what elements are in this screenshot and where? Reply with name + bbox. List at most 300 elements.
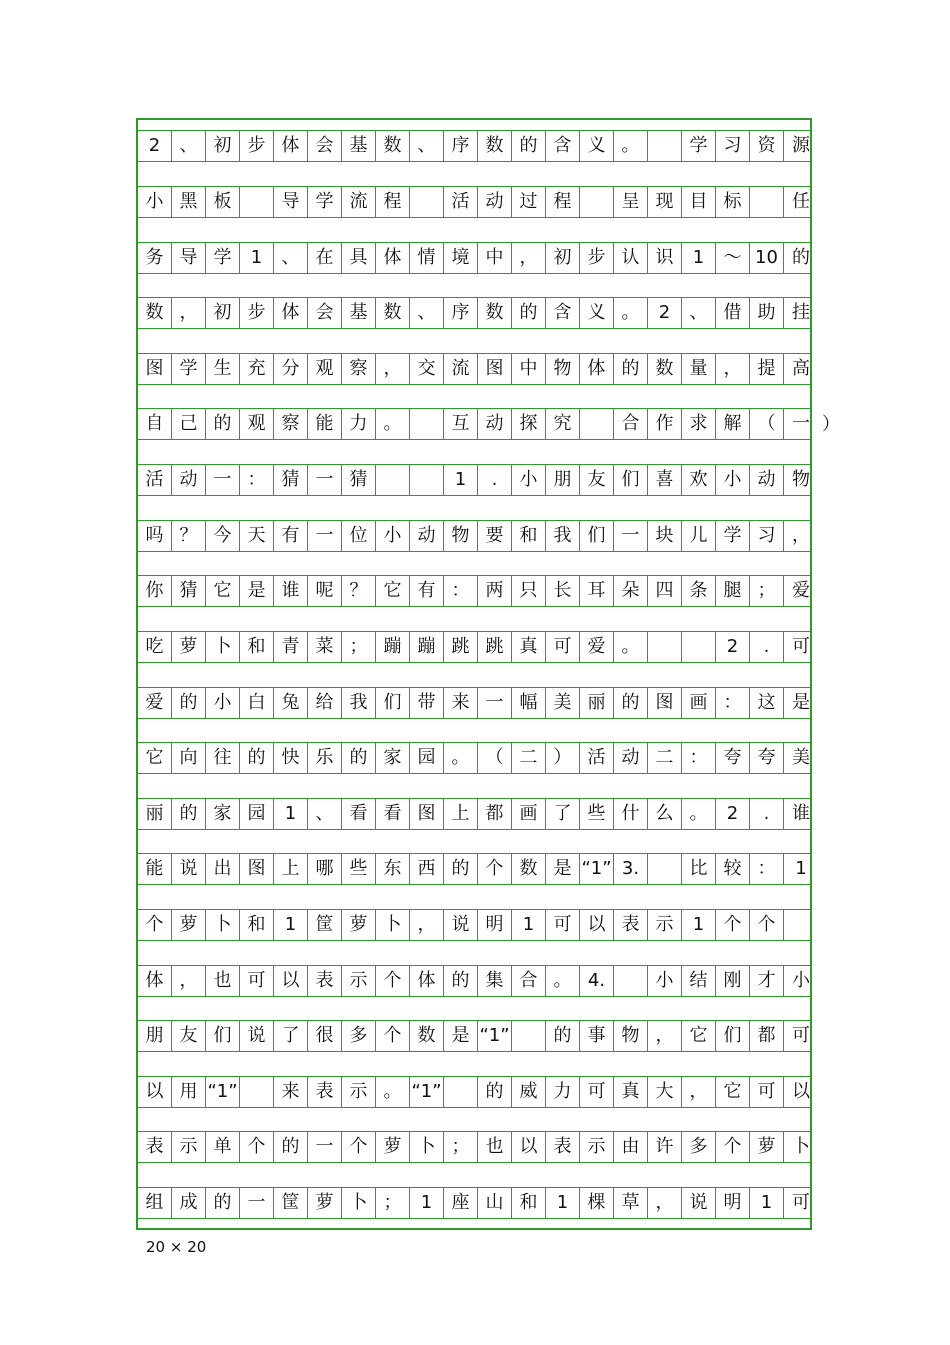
grid-cell: 位 bbox=[342, 521, 376, 551]
grid-cell: 。 bbox=[682, 799, 716, 829]
grid-cell: 会 bbox=[308, 298, 342, 328]
grid-cell: 提 bbox=[750, 354, 784, 384]
grid-cell: 美 bbox=[546, 688, 580, 718]
grid-cell: 动 bbox=[478, 187, 512, 217]
grid-cell: 挂 bbox=[792, 302, 810, 323]
grid-cell: 跳 bbox=[478, 632, 512, 662]
grid-cell: “1” bbox=[410, 1077, 444, 1107]
grid-cell: 卜 bbox=[410, 1132, 444, 1162]
grid-cell: 1 bbox=[682, 243, 716, 273]
grid-cell: 习 bbox=[750, 521, 784, 551]
grid-cell: 也 bbox=[478, 1132, 512, 1162]
grid-cell: 快 bbox=[274, 743, 308, 773]
grid-cell: 任 bbox=[792, 191, 810, 212]
overflow-paren: ） bbox=[822, 414, 840, 435]
grid-cell: 、 bbox=[274, 243, 308, 273]
grid-cell: 数 bbox=[138, 298, 172, 328]
grid-cell: 卜 bbox=[206, 632, 240, 662]
grid-cell: 究 bbox=[546, 409, 580, 439]
grid-cell: 了 bbox=[274, 1021, 308, 1051]
grid-cell: 来 bbox=[274, 1077, 308, 1107]
grid-cell: 个 bbox=[478, 854, 512, 884]
grid-cell: 1 bbox=[750, 1188, 784, 1218]
grid-cell: 表 bbox=[614, 910, 648, 940]
grid-cell: 、 bbox=[308, 799, 342, 829]
grid-cell: ， bbox=[792, 525, 810, 546]
grid-cell: 萝 bbox=[308, 1188, 342, 1218]
grid-cell: 一 bbox=[308, 1132, 342, 1162]
grid-cell: 朋 bbox=[546, 465, 580, 495]
grid-cell: 白 bbox=[240, 688, 274, 718]
grid-cell: 情 bbox=[410, 243, 444, 273]
grid-cell: 学 bbox=[206, 243, 240, 273]
grid-cell: 猜 bbox=[172, 576, 206, 606]
grid-cell: 10 bbox=[750, 243, 784, 273]
grid-cell: 程 bbox=[546, 187, 580, 217]
grid-cell: （ bbox=[750, 409, 784, 439]
grid-cell: ： bbox=[750, 854, 784, 884]
grid-cell: 爱 bbox=[792, 580, 810, 601]
grid-cell: 力 bbox=[546, 1077, 580, 1107]
grid-cell: 卜 bbox=[342, 1188, 376, 1218]
grid-cell: 务 bbox=[138, 243, 172, 273]
grid-cell bbox=[682, 632, 716, 662]
grid-cell: 都 bbox=[750, 1021, 784, 1051]
grid-row bbox=[138, 798, 810, 830]
grid-cell: 可 bbox=[546, 632, 580, 662]
grid-cell: 有 bbox=[410, 576, 444, 606]
grid-cell: 们 bbox=[580, 521, 614, 551]
grid-cell: 数 bbox=[478, 298, 512, 328]
grid-cell: 西 bbox=[410, 854, 444, 884]
grid-cell: 多 bbox=[682, 1132, 716, 1162]
grid-cell: 充 bbox=[240, 354, 274, 384]
grid-cell: 兔 bbox=[274, 688, 308, 718]
grid-cell: 动 bbox=[614, 743, 648, 773]
grid-cell: 块 bbox=[648, 521, 682, 551]
grid-cell: 的 bbox=[172, 799, 206, 829]
grid-cell: 的 bbox=[512, 298, 546, 328]
grid-cell: 腿 bbox=[716, 576, 750, 606]
grid-cell: 流 bbox=[342, 187, 376, 217]
grid-cell: 导 bbox=[172, 243, 206, 273]
grid-cell: 的 bbox=[342, 743, 376, 773]
grid-row bbox=[138, 631, 810, 663]
grid-cell: ， bbox=[172, 966, 206, 996]
grid-cell: 个 bbox=[376, 966, 410, 996]
grid-cell: 目 bbox=[682, 187, 716, 217]
grid-cell: 程 bbox=[376, 187, 410, 217]
grid-cell: 也 bbox=[206, 966, 240, 996]
grid-cell: 图 bbox=[410, 799, 444, 829]
grid-cell: ～ bbox=[716, 243, 750, 273]
grid-cell: 友 bbox=[172, 1021, 206, 1051]
grid-cell: 集 bbox=[478, 966, 512, 996]
grid-cell: 出 bbox=[206, 854, 240, 884]
grid-cell: 萝 bbox=[172, 632, 206, 662]
grid-cell: 数 bbox=[478, 131, 512, 161]
grid-cell: 四 bbox=[648, 576, 682, 606]
grid-cell: 条 bbox=[682, 576, 716, 606]
grid-cell: 事 bbox=[580, 1021, 614, 1051]
grid-cell: 流 bbox=[444, 354, 478, 384]
grid-cell: 导 bbox=[274, 187, 308, 217]
grid-cell bbox=[750, 187, 784, 217]
grid-cell: 图 bbox=[240, 854, 274, 884]
grid-cell: 一 bbox=[792, 413, 810, 434]
grid-cell: 以 bbox=[792, 1081, 810, 1102]
grid-row bbox=[138, 1020, 810, 1052]
grid-row bbox=[138, 520, 810, 552]
grid-cell: 察 bbox=[342, 354, 376, 384]
grid-cell: 是 bbox=[546, 854, 580, 884]
grid-cell: 个 bbox=[716, 1132, 750, 1162]
grid-cell: 图 bbox=[478, 354, 512, 384]
grid-cell: 物 bbox=[792, 469, 810, 490]
grid-cell: 、 bbox=[682, 298, 716, 328]
grid-cell: 4. bbox=[580, 966, 614, 996]
grid-cell: 体 bbox=[274, 298, 308, 328]
grid-cell: 呈 bbox=[614, 187, 648, 217]
grid-cell bbox=[580, 187, 614, 217]
grid-cell: 丽 bbox=[138, 799, 172, 829]
grid-cell: 较 bbox=[716, 854, 750, 884]
grid-row bbox=[138, 575, 810, 607]
grid-cell: 体 bbox=[376, 243, 410, 273]
grid-cell bbox=[410, 465, 444, 495]
grid-cell: ： bbox=[682, 743, 716, 773]
grid-cell: 你 bbox=[138, 576, 172, 606]
grid-cell: 的 bbox=[444, 854, 478, 884]
grid-cell bbox=[784, 910, 818, 940]
grid-cell: 源 bbox=[792, 135, 810, 156]
grid-cell: （ bbox=[478, 743, 512, 773]
grid-cell: 高 bbox=[792, 358, 810, 379]
grid-cell: 序 bbox=[444, 131, 478, 161]
grid-row bbox=[138, 464, 810, 496]
grid-cell: 说 bbox=[172, 854, 206, 884]
grid-cell: 小 bbox=[648, 966, 682, 996]
grid-cell: 朋 bbox=[138, 1021, 172, 1051]
grid-cell: 由 bbox=[614, 1132, 648, 1162]
grid-cell: 资 bbox=[750, 131, 784, 161]
grid-cell: 互 bbox=[444, 409, 478, 439]
grid-cell: 画 bbox=[682, 688, 716, 718]
grid-cell bbox=[240, 1077, 274, 1107]
grid-row bbox=[138, 1076, 810, 1108]
grid-cell: 。 bbox=[614, 632, 648, 662]
grid-cell: 组 bbox=[138, 1188, 172, 1218]
grid-cell: 可 bbox=[580, 1077, 614, 1107]
grid-cell: 和 bbox=[512, 1188, 546, 1218]
grid-cell: 助 bbox=[750, 298, 784, 328]
grid-cell: 和 bbox=[240, 632, 274, 662]
grid-cell: 儿 bbox=[682, 521, 716, 551]
grid-cell: ， bbox=[648, 1188, 682, 1218]
grid-cell: 萝 bbox=[376, 1132, 410, 1162]
grid-cell: 以 bbox=[138, 1077, 172, 1107]
grid-cell: 小 bbox=[512, 465, 546, 495]
grid-cell: 具 bbox=[342, 243, 376, 273]
grid-cell: 说 bbox=[444, 910, 478, 940]
grid-cell: ） bbox=[546, 743, 580, 773]
grid-cell: 图 bbox=[648, 688, 682, 718]
grid-cell: 物 bbox=[614, 1021, 648, 1051]
grid-cell: 会 bbox=[308, 131, 342, 161]
grid-cell bbox=[648, 632, 682, 662]
grid-cell: ， bbox=[410, 910, 444, 940]
grid-cell: 卜 bbox=[376, 910, 410, 940]
grid-cell: 现 bbox=[648, 187, 682, 217]
grid-cell: 个 bbox=[342, 1132, 376, 1162]
grid-cell: 的 bbox=[172, 688, 206, 718]
grid-row bbox=[138, 186, 810, 218]
grid-cell: 含 bbox=[546, 298, 580, 328]
grid-cell: 一 bbox=[478, 688, 512, 718]
grid-cell: ， bbox=[512, 243, 546, 273]
grid-cell: 动 bbox=[750, 465, 784, 495]
grid-cell: 1 bbox=[444, 465, 478, 495]
grid-row bbox=[138, 1131, 810, 1163]
grid-cell: ； bbox=[342, 632, 376, 662]
grid-cell: 用 bbox=[172, 1077, 206, 1107]
grid-cell: 1 bbox=[240, 243, 274, 273]
grid-cell: 带 bbox=[410, 688, 444, 718]
grid-cell: 以 bbox=[580, 910, 614, 940]
grid-cell: 活 bbox=[580, 743, 614, 773]
grid-cell: 的 bbox=[274, 1132, 308, 1162]
grid-cell: 明 bbox=[716, 1188, 750, 1218]
grid-cell: 蹦 bbox=[376, 632, 410, 662]
grid-cell: 萝 bbox=[750, 1132, 784, 1162]
grid-cell: 步 bbox=[240, 131, 274, 161]
grid-cell: 步 bbox=[580, 243, 614, 273]
grid-row bbox=[138, 297, 810, 329]
grid-cell bbox=[444, 1077, 478, 1107]
grid-cell: 二 bbox=[512, 743, 546, 773]
grid-cell: 量 bbox=[682, 354, 716, 384]
grid-row bbox=[138, 687, 810, 719]
grid-cell: 合 bbox=[512, 966, 546, 996]
grid-cell: ？ bbox=[342, 576, 376, 606]
grid-cell bbox=[614, 966, 648, 996]
grid-cell: 习 bbox=[716, 131, 750, 161]
grid-cell: 基 bbox=[342, 131, 376, 161]
grid-cell: 1 bbox=[274, 799, 308, 829]
grid-cell: 欢 bbox=[682, 465, 716, 495]
grid-cell: “1” bbox=[206, 1077, 240, 1107]
grid-cell: 个 bbox=[716, 910, 750, 940]
grid-cell: 数 bbox=[512, 854, 546, 884]
grid-cell: 爱 bbox=[580, 632, 614, 662]
grid-cell: 大 bbox=[648, 1077, 682, 1107]
grid-cell: 卜 bbox=[206, 910, 240, 940]
grid-cell: 只 bbox=[512, 576, 546, 606]
grid-row bbox=[138, 965, 810, 997]
grid-cell: 1 bbox=[274, 910, 308, 940]
grid-cell: 个 bbox=[138, 910, 172, 940]
grid-cell: 能 bbox=[308, 409, 342, 439]
grid-cell: 示 bbox=[172, 1132, 206, 1162]
grid-cell: 学 bbox=[682, 131, 716, 161]
grid-cell: 筐 bbox=[274, 1188, 308, 1218]
grid-cell: 和 bbox=[512, 521, 546, 551]
grid-cell: 义 bbox=[580, 131, 614, 161]
grid-cell: 2 bbox=[648, 298, 682, 328]
grid-cell: 二 bbox=[648, 743, 682, 773]
grid-cell: ； bbox=[376, 1188, 410, 1218]
grid-cell: 能 bbox=[138, 854, 172, 884]
grid-cell: 2 bbox=[716, 799, 750, 829]
grid-cell: 哪 bbox=[308, 854, 342, 884]
grid-cell: 动 bbox=[478, 409, 512, 439]
grid-cell bbox=[410, 187, 444, 217]
grid-cell: 义 bbox=[580, 298, 614, 328]
grid-cell: 才 bbox=[750, 966, 784, 996]
grid-cell: 借 bbox=[716, 298, 750, 328]
grid-row bbox=[138, 742, 810, 774]
grid-cell: 丽 bbox=[580, 688, 614, 718]
grid-cell: 看 bbox=[376, 799, 410, 829]
grid-cell: 交 bbox=[410, 354, 444, 384]
grid-cell: 它 bbox=[682, 1021, 716, 1051]
grid-cell: 们 bbox=[716, 1021, 750, 1051]
grid-cell bbox=[648, 854, 682, 884]
grid-cell: 初 bbox=[546, 243, 580, 273]
grid-cell: 跳 bbox=[444, 632, 478, 662]
grid-cell: 1 bbox=[512, 910, 546, 940]
grid-cell: 表 bbox=[546, 1132, 580, 1162]
grid-cell: 萝 bbox=[342, 910, 376, 940]
grid-cell: 体 bbox=[274, 131, 308, 161]
grid-cell: 东 bbox=[376, 854, 410, 884]
grid-cell: 谁 bbox=[274, 576, 308, 606]
grid-cell: 家 bbox=[376, 743, 410, 773]
grid-cell: 蹦 bbox=[410, 632, 444, 662]
grid-cell: 板 bbox=[206, 187, 240, 217]
grid-cell: 些 bbox=[580, 799, 614, 829]
grid-cell: 数 bbox=[376, 298, 410, 328]
grid-cell: 草 bbox=[614, 1188, 648, 1218]
grid-row bbox=[138, 242, 810, 274]
grid-cell: 个 bbox=[750, 910, 784, 940]
grid-cell: 1 bbox=[546, 1188, 580, 1218]
grid-cell: 。 bbox=[614, 298, 648, 328]
grid-cell: 体 bbox=[410, 966, 444, 996]
grid-cell: 察 bbox=[274, 409, 308, 439]
grid-row bbox=[138, 353, 810, 385]
manuscript-grid bbox=[136, 118, 812, 1230]
grid-cell: 的 bbox=[206, 409, 240, 439]
grid-cell: 一 bbox=[308, 465, 342, 495]
grid-row bbox=[138, 909, 810, 941]
grid-cell: 真 bbox=[512, 632, 546, 662]
grid-cell: 要 bbox=[478, 521, 512, 551]
grid-cell: 棵 bbox=[580, 1188, 614, 1218]
grid-cell: 分 bbox=[274, 354, 308, 384]
grid-cell: ， bbox=[376, 354, 410, 384]
grid-cell: 数 bbox=[410, 1021, 444, 1051]
grid-cell: 以 bbox=[512, 1132, 546, 1162]
grid-cell: 动 bbox=[410, 521, 444, 551]
grid-cell: 体 bbox=[138, 966, 172, 996]
grid-cell: 。 bbox=[376, 409, 410, 439]
grid-cell: 结 bbox=[682, 966, 716, 996]
grid-cell bbox=[240, 187, 274, 217]
grid-cell: 3. bbox=[614, 854, 648, 884]
grid-cell: 们 bbox=[376, 688, 410, 718]
grid-cell: 在 bbox=[308, 243, 342, 273]
grid-cell: 的 bbox=[614, 354, 648, 384]
grid-cell: 美 bbox=[792, 747, 810, 768]
grid-cell: 许 bbox=[648, 1132, 682, 1162]
grid-cell: 生 bbox=[206, 354, 240, 384]
grid-cell: 的 bbox=[444, 966, 478, 996]
grid-cell: 萝 bbox=[172, 910, 206, 940]
grid-cell: 青 bbox=[274, 632, 308, 662]
grid-cell: 多 bbox=[342, 1021, 376, 1051]
grid-cell: 很 bbox=[308, 1021, 342, 1051]
grid-cell bbox=[410, 409, 444, 439]
grid-cell: 的 bbox=[206, 1188, 240, 1218]
grid-cell: 、 bbox=[172, 131, 206, 161]
grid-cell: 可 bbox=[750, 1077, 784, 1107]
grid-cell: 表 bbox=[308, 966, 342, 996]
grid-cell bbox=[512, 1021, 546, 1051]
grid-cell: 、 bbox=[410, 298, 444, 328]
grid-cell: 说 bbox=[682, 1188, 716, 1218]
grid-cell: . bbox=[478, 465, 512, 495]
grid-cell: ： bbox=[240, 465, 274, 495]
grid-cell: . bbox=[750, 799, 784, 829]
grid-cell: 体 bbox=[580, 354, 614, 384]
grid-cell: 们 bbox=[614, 465, 648, 495]
grid-cell: 说 bbox=[240, 1021, 274, 1051]
grid-cell: . bbox=[750, 632, 784, 662]
grid-cell: 座 bbox=[444, 1188, 478, 1218]
grid-cell: 小 bbox=[716, 465, 750, 495]
grid-cell: 小 bbox=[792, 970, 810, 991]
grid-cell: 中 bbox=[478, 243, 512, 273]
grid-cell: 物 bbox=[546, 354, 580, 384]
grid-cell: 上 bbox=[274, 854, 308, 884]
grid-cell: 含 bbox=[546, 131, 580, 161]
grid-cell: 吗 bbox=[138, 521, 172, 551]
grid-cell: 我 bbox=[546, 521, 580, 551]
grid-cell: 向 bbox=[172, 743, 206, 773]
grid-cell: 作 bbox=[648, 409, 682, 439]
grid-cell: 都 bbox=[478, 799, 512, 829]
grid-cell: ， bbox=[682, 1077, 716, 1107]
grid-cell: 卜 bbox=[792, 1136, 810, 1157]
grid-cell: 园 bbox=[410, 743, 444, 773]
grid-cell: 一 bbox=[308, 521, 342, 551]
grid-cell: 解 bbox=[716, 409, 750, 439]
grid-cell: 呢 bbox=[308, 576, 342, 606]
grid-cell: ： bbox=[716, 688, 750, 718]
grid-cell: 小 bbox=[376, 521, 410, 551]
grid-cell: 威 bbox=[512, 1077, 546, 1107]
grid-cell: 天 bbox=[240, 521, 274, 551]
grid-cell: 画 bbox=[512, 799, 546, 829]
grid-cell: 可 bbox=[240, 966, 274, 996]
grid-cell: 学 bbox=[308, 187, 342, 217]
grid-cell: 它 bbox=[376, 576, 410, 606]
grid-cell: 过 bbox=[512, 187, 546, 217]
grid-cell: 的 bbox=[478, 1077, 512, 1107]
grid-cell: 猜 bbox=[274, 465, 308, 495]
grid-cell: 们 bbox=[206, 1021, 240, 1051]
